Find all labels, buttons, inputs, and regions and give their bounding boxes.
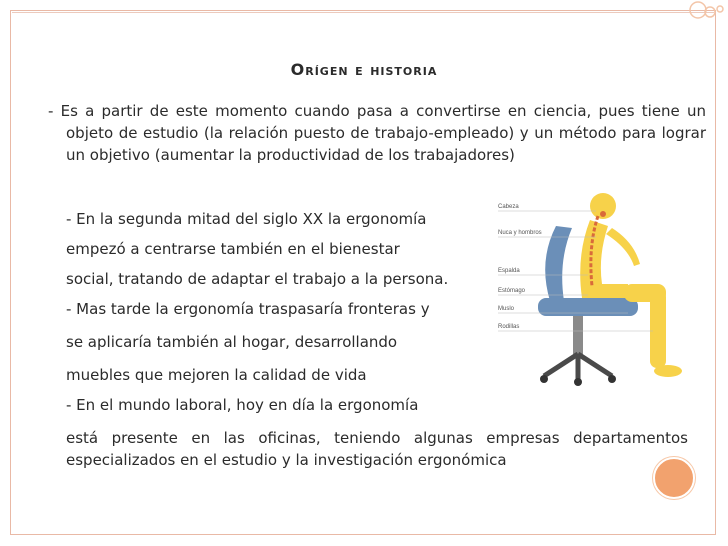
paragraph-intro: - Es a partir de este momento cuando pasa a convertirse en ciencia, pues tiene un objeto de estudio (la relación puesto de trabajo-empleado) y un método para lograr un objetivo (aumentar la productividad de los trabajadores) xyxy=(48,102,706,164)
text-line-7: - En el mundo laboral, hoy en día la ergonomía xyxy=(66,396,419,414)
text-line-4: - Mas tarde la ergonomía traspasaría fronteras y xyxy=(66,300,430,318)
text-line-3: social, tratando de adaptar el trabajo a la persona. xyxy=(66,270,449,288)
paragraph-closing: está presente en las oficinas, teniendo algunas empresas departamentos especializados en el estudio y la investigación ergonómica xyxy=(66,429,688,469)
text-line-5: se aplicaría también al hogar, desarrollando xyxy=(66,333,398,351)
text-line-2: empezó a centrarse también en el bienestar xyxy=(66,240,400,258)
seated-person-figure xyxy=(580,193,682,377)
svg-text:Rodillas: Rodillas xyxy=(498,324,520,330)
svg-text:Nuca y hombros: Nuca y hombros xyxy=(498,230,542,236)
text-line-1: - En la segunda mitad del siglo XX la ergonomía xyxy=(66,210,427,228)
svg-text:Muslo: Muslo xyxy=(498,306,515,312)
svg-text:Estómago: Estómago xyxy=(498,288,526,294)
svg-text:Espalda: Espalda xyxy=(498,268,520,274)
top-divider xyxy=(12,12,714,13)
slide-title: Orígen e historia xyxy=(290,60,438,79)
corner-decoration xyxy=(628,0,728,40)
text-line-6: muebles que mejoren la calidad de vida xyxy=(66,366,367,384)
svg-text:Cabeza: Cabeza xyxy=(498,204,519,210)
ergonomic-chair-figure xyxy=(478,186,688,391)
